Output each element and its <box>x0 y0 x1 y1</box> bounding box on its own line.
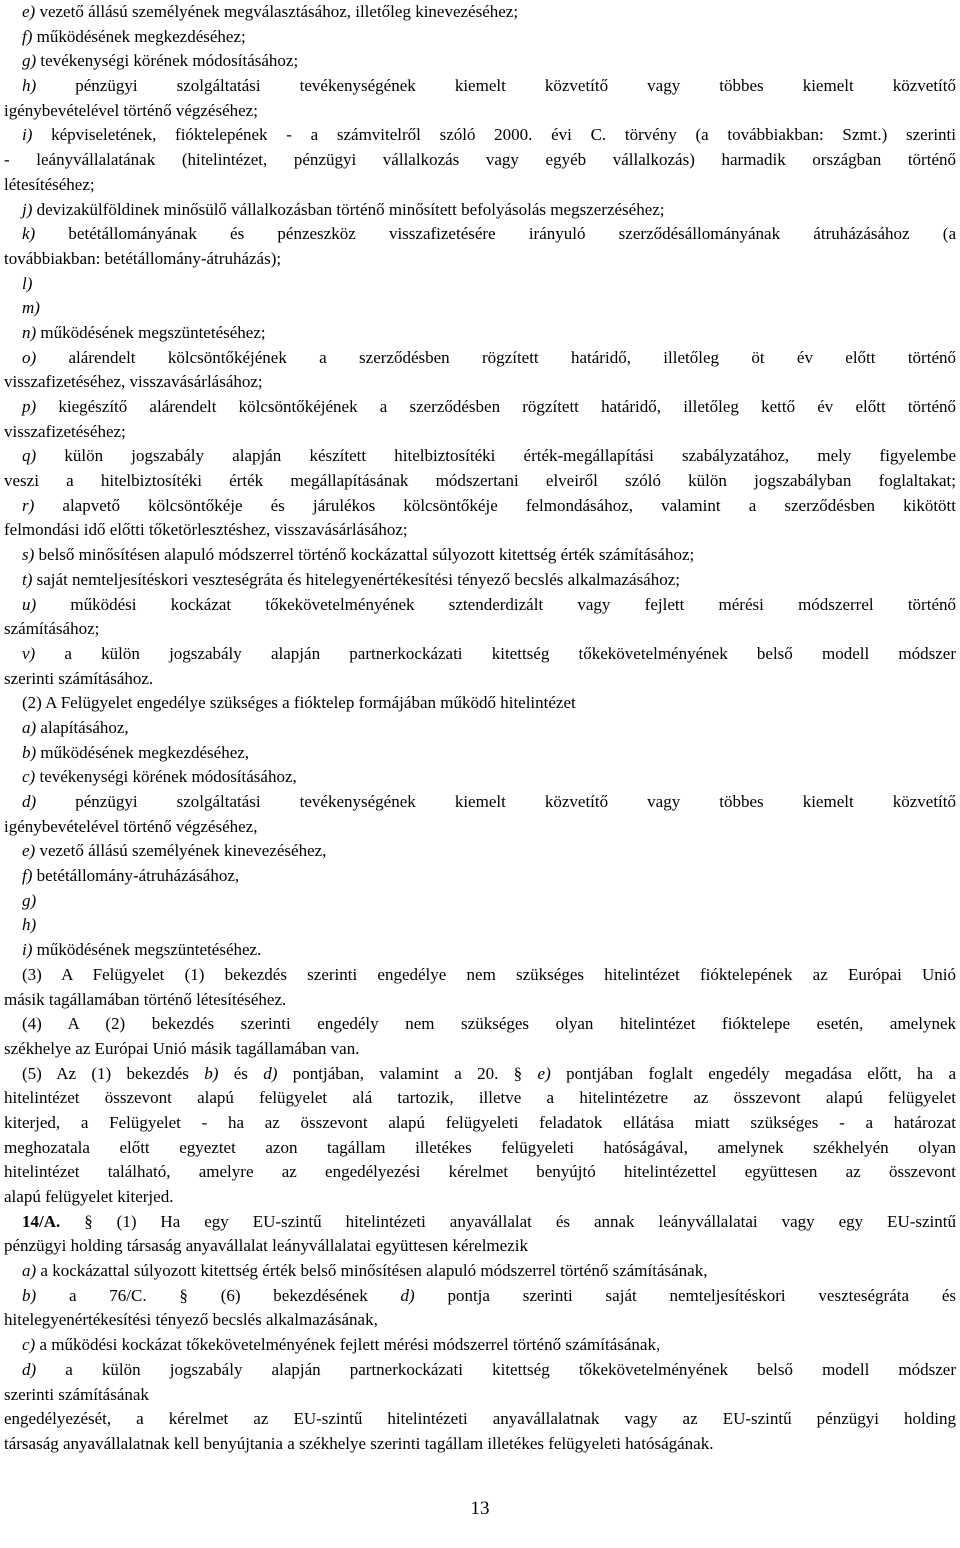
text-segment: veszi a hitelbiztosítéki érték megállapításának módszertani elveiről szóló külön jogszabályban foglaltakat; <box>4 471 956 491</box>
text-segment: visszafizetéséhez, visszavásárlásához; <box>4 372 263 392</box>
item-marker: r) <box>22 495 35 515</box>
text-line <box>4 1012 956 1037</box>
text-line <box>4 839 956 864</box>
item-marker: h) <box>22 915 37 935</box>
item-marker: t) <box>22 569 33 589</box>
text-line <box>4 815 956 840</box>
text-line <box>4 913 956 938</box>
item-marker: h) <box>22 76 37 96</box>
item-marker: v) <box>22 643 36 663</box>
text-line <box>4 642 956 667</box>
text-segment: pénzügyi holding társaság anyavállalat leányvállalatai együttesen kérelmezik <box>4 1236 528 1256</box>
section-number: 14/A. <box>22 1211 61 1231</box>
text-line <box>4 49 956 74</box>
text-line <box>4 617 956 642</box>
text-line <box>4 99 956 124</box>
text-line <box>4 272 956 297</box>
text-segment: kiegészítő alárendelt kölcsöntőkéjének a szerződésben rögzített határidő, illetőleg kettő év előtt történő <box>36 397 956 416</box>
text-line <box>4 321 956 346</box>
text-line <box>4 444 956 469</box>
text-line <box>4 1062 956 1087</box>
item-marker: c) <box>22 767 36 787</box>
item-marker: o) <box>22 347 37 367</box>
text-segment: pénzügyi szolgáltatási tevékenységének kiemelt közvetítő vagy többes kiemelt közvetítő <box>36 792 956 811</box>
text-segment: alárendelt kölcsöntőkéjének a szerződésben rögzített határidő, illetőleg öt év előtt történő <box>36 347 956 367</box>
text-line <box>4 716 956 741</box>
text-line <box>4 1358 956 1383</box>
item-marker: d) <box>263 1063 278 1083</box>
text-line <box>4 469 956 494</box>
item-marker: j) <box>22 199 33 219</box>
text-line <box>4 1111 956 1136</box>
text-line <box>4 1086 956 1111</box>
text-line <box>4 765 956 790</box>
text-line <box>4 395 956 420</box>
text-line <box>4 988 956 1013</box>
text-segment: (4) A (2) bekezdés szerinti engedély nem szükséges olyan hitelintézet fióktelepe esetén, amelynek <box>22 1014 956 1034</box>
text-segment: hitelintézet összevont alapú felügyelet alá tartozik, illetve a hitelintézetre az összevont alapú felügyelet <box>4 1088 956 1108</box>
item-marker: c) <box>22 1335 36 1355</box>
text-segment: hitelegyenértékesítési tényező becslés alkalmazásának, <box>4 1310 378 1330</box>
text-segment: hitelintézet található, amelyre az engedélyezési kérelmet benyújtó hitelintézettel együttesen az összevont <box>4 1162 956 1182</box>
text-segment: továbbiakban: betétállomány-átruházás); <box>4 248 282 268</box>
text-segment: felmondási idő előtti tőketörlesztéshez, visszavásárlásához; <box>4 520 408 540</box>
item-marker: f) <box>22 866 33 886</box>
text-line <box>4 938 956 963</box>
text-line <box>4 25 956 50</box>
text-line <box>4 889 956 914</box>
text-line <box>4 1259 956 1284</box>
text-segment: engedélyezését, a kérelmet az EU-szintű hitelintézeti anyavállalatnak vagy az EU-szintű pénzügyi holding <box>4 1409 956 1429</box>
item-marker: i) <box>22 940 33 960</box>
item-marker: a) <box>22 1261 37 1281</box>
text-segment: betétállomány-átruházásához, <box>32 866 240 886</box>
text-line <box>4 494 956 519</box>
text-line <box>4 1407 956 1432</box>
text-segment: vezető állású személyének kinevezéséhez, <box>35 841 327 861</box>
item-marker: e) <box>22 841 36 861</box>
item-marker: s) <box>22 545 35 565</box>
text-segment: pontjában foglalt engedély megadása előtt, ha a <box>550 1063 956 1083</box>
item-marker: u) <box>22 594 37 614</box>
text-segment: külön jogszabály alapján készített hitelbiztosítéki érték-megállapítási szabályzatához, mely figyelembe <box>36 446 956 466</box>
text-line <box>4 296 956 321</box>
text-segment: székhelye az Európai Unió másik tagállamában van. <box>4 1038 360 1058</box>
text-line <box>4 518 956 543</box>
text-line <box>4 593 956 618</box>
text-line <box>4 1210 956 1235</box>
item-marker: i) <box>22 125 33 145</box>
text-line <box>4 1308 956 1333</box>
text-segment: a kockázattal súlyozott kitettség érték belső minősítésen alapuló módszerrel történő számításának, <box>36 1261 708 1281</box>
text-segment: meghozatala előtt egyeztet azon tagállam illetékes felügyeleti hatóságával, amelynek székhelyén olyan <box>4 1137 956 1157</box>
item-marker: e) <box>22 2 36 21</box>
item-marker: d) <box>400 1285 415 1305</box>
item-marker: k) <box>22 224 36 244</box>
text-segment: működésének megszüntetéséhez. <box>32 940 262 960</box>
item-marker: b) <box>204 1063 219 1083</box>
text-segment: tevékenységi körének módosításához; <box>36 51 299 71</box>
text-line <box>4 420 956 445</box>
text-line <box>4 1333 956 1358</box>
document-page <box>4 0 956 1457</box>
text-segment: (3) A Felügyelet (1) bekezdés szerinti engedélye nem szükséges hitelintézet fióktelepének az Európai Unió <box>22 964 956 984</box>
text-segment: működési kockázat tőkekövetelményének sztenderdizált vagy fejlett mérési módszerrel történő <box>36 594 956 614</box>
text-segment: visszafizetéséhez; <box>4 421 126 441</box>
text-segment: vezető állású személyének megválasztásához, illetőleg kinevezéséhez; <box>35 2 519 21</box>
text-segment: tevékenységi körének módosításához, <box>35 767 297 787</box>
text-segment: saját nemteljesítéskori veszteségráta és hitelegyenértékesítési tényező becslés alkalmazásához; <box>32 569 681 589</box>
text-segment: alapú felügyelet kiterjed. <box>4 1187 174 1206</box>
text-segment: devizakülföldinek minősülő vállalkozásban történő minősített befolyásolás megszerzéséhez; <box>32 199 665 219</box>
text-line <box>4 864 956 889</box>
text-segment: § (1) Ha egy EU-szintű hitelintézeti anyavállalat és annak leányvállalatai vagy egy EU-szintű <box>60 1211 956 1231</box>
text-segment: képviseletének, fióktelepének - a számvitelről szóló 2000. évi C. törvény (a továbbiakban: Szmt.) szerinti <box>32 125 956 145</box>
item-marker: p) <box>22 397 37 416</box>
text-segment: (5) Az (1) bekezdés <box>22 1063 205 1083</box>
text-segment: működésének megkezdéséhez; <box>32 26 246 46</box>
item-marker: g) <box>22 890 37 910</box>
text-line <box>4 0 956 25</box>
text-line <box>4 198 956 223</box>
text-line <box>4 1160 956 1185</box>
text-line <box>4 346 956 371</box>
text-line <box>4 247 956 272</box>
text-segment: alapításához, <box>36 717 129 737</box>
item-marker: d) <box>22 792 37 811</box>
text-line <box>4 667 956 692</box>
text-line <box>4 1136 956 1161</box>
text-line <box>4 1185 956 1210</box>
text-segment: kiterjed, a Felügyelet - ha az összevont alapú felügyeleti feladatok ellátása miatt szükséges - a határozat <box>4 1112 956 1132</box>
item-marker: d) <box>22 1359 37 1379</box>
text-segment: létesítéséhez; <box>4 174 95 194</box>
text-line <box>4 963 956 988</box>
text-segment: (2) A Felügyelet engedélye szükséges a fióktelep formájában működő hitelintézet <box>22 693 576 713</box>
text-segment: pontjában, valamint a 20. § <box>277 1063 538 1083</box>
text-segment: - leányvállalatának (hitelintézet, pénzügyi vállalkozás vagy egyéb vállalkozás) harmadik országban történő <box>4 150 956 170</box>
text-segment: pénzügyi szolgáltatási tevékenységének kiemelt közvetítő vagy többes kiemelt közvetítő <box>36 76 956 96</box>
text-line <box>4 741 956 766</box>
text-line <box>4 1284 956 1309</box>
text-segment: szerinti számításának <box>4 1384 149 1404</box>
item-marker: g) <box>22 51 37 71</box>
item-marker: f) <box>22 26 33 46</box>
text-line <box>4 543 956 568</box>
text-segment: a külön jogszabály alapján partnerkockázati kitettség tőkekövetelményének belső modell módszer <box>35 643 956 663</box>
text-line <box>4 148 956 173</box>
text-line <box>4 691 956 716</box>
item-marker: e) <box>537 1063 551 1083</box>
text-segment: alapvető kölcsöntőkéje és járulékos kölcsöntőkéje felmondásához, valamint a szerződésben kikötött <box>34 495 956 515</box>
item-marker: q) <box>22 446 37 466</box>
item-marker: l) <box>22 273 33 293</box>
item-marker: m) <box>22 298 40 318</box>
page-number: 13 <box>470 1498 490 1519</box>
text-segment: működésének megszüntetéséhez; <box>36 322 266 342</box>
text-segment: a külön jogszabály alapján partnerkockázati kitettség tőkekövetelményének belső modell módszer <box>36 1359 956 1379</box>
text-line <box>4 370 956 395</box>
text-segment: pontja szerinti saját nemteljesítéskori veszteségráta és <box>414 1285 956 1305</box>
item-marker: a) <box>22 717 37 737</box>
text-line <box>4 1383 956 1408</box>
text-segment: a működési kockázat tőkekövetelményének fejlett mérési módszerrel történő számításának, <box>35 1335 661 1355</box>
text-line <box>4 222 956 247</box>
text-segment: és <box>218 1063 264 1083</box>
item-marker: b) <box>22 1285 37 1305</box>
text-segment: igénybevételével történő végzéséhez; <box>4 100 258 120</box>
text-segment: belső minősítésen alapuló módszerrel történő kockázattal súlyozott kitettség érték számításához; <box>34 545 695 565</box>
item-marker: n) <box>22 322 37 342</box>
text-line <box>4 123 956 148</box>
item-marker: b) <box>22 742 37 762</box>
text-segment: igénybevételével történő végzéséhez, <box>4 816 258 836</box>
text-line <box>4 1432 956 1457</box>
text-segment: számításához; <box>4 619 100 639</box>
text-line <box>4 1037 956 1062</box>
text-line <box>4 1234 956 1259</box>
text-segment: másik tagállamában történő létesítéséhez. <box>4 989 287 1009</box>
text-line <box>4 568 956 593</box>
text-segment: a 76/C. § (6) bekezdésének <box>36 1285 401 1305</box>
text-segment: működésének megkezdéséhez, <box>36 742 250 762</box>
text-segment: társaság anyavállalatnak kell benyújtania a székhelye szerinti tagállam illetékes felügyeleti hatóságának. <box>4 1433 714 1453</box>
text-segment: szerinti számításához. <box>4 668 154 688</box>
text-line <box>4 74 956 99</box>
text-line <box>4 790 956 815</box>
text-line <box>4 173 956 198</box>
text-segment: betétállományának és pénzeszköz visszafizetésére irányuló szerződésállományának átruházásához (a <box>35 224 956 244</box>
